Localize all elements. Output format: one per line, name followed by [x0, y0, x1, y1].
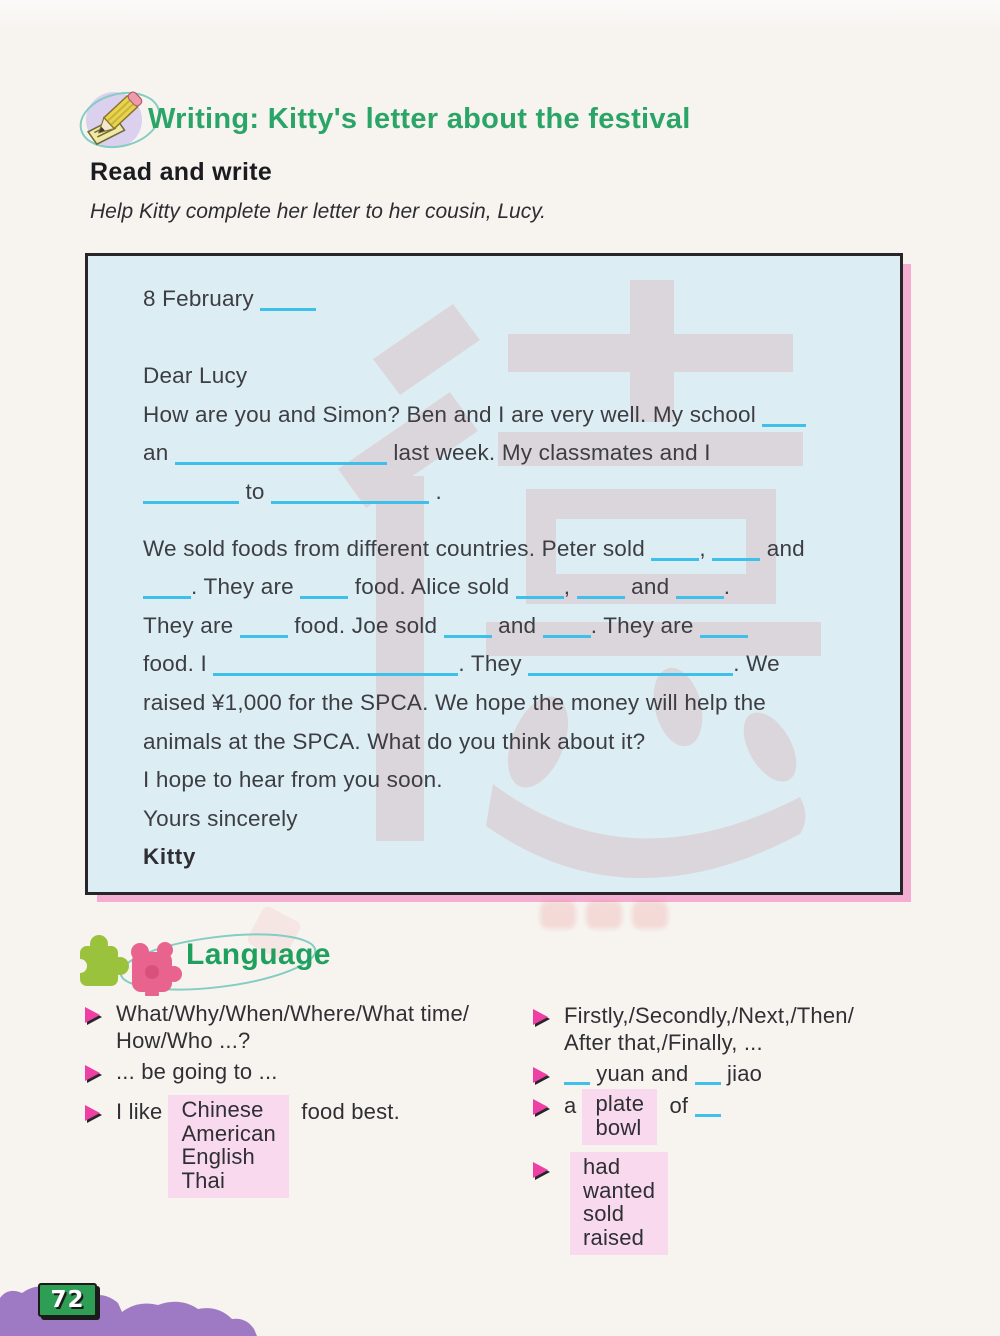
text-segment: to — [239, 478, 272, 504]
letter-line — [143, 530, 870, 569]
text-segment: Yours sincerely — [143, 805, 298, 831]
language-item-text — [116, 1058, 278, 1085]
letter-line — [143, 761, 870, 800]
text-segment: a — [564, 1093, 577, 1118]
blank-line — [676, 580, 724, 599]
letter-line — [143, 473, 870, 512]
word-choice: American — [181, 1120, 276, 1146]
blank-line — [543, 619, 591, 638]
word-choice-box — [582, 1089, 657, 1145]
text-segment: jiao — [720, 1061, 763, 1086]
text-segment: last week. My classmates and I — [386, 440, 711, 466]
text-segment: yuan and — [590, 1061, 695, 1086]
letter-line — [143, 357, 870, 396]
word-choice: Thai — [181, 1167, 226, 1193]
text-segment: What/Why/When/Where/What time/ — [116, 1001, 470, 1026]
language-item — [533, 1060, 762, 1087]
blank-line — [762, 408, 806, 427]
blank-line — [175, 446, 387, 465]
bullet-arrow-icon — [533, 1099, 548, 1115]
text-segment: 8 February — [143, 286, 261, 311]
blank-line — [516, 580, 564, 599]
language-item — [533, 1002, 854, 1056]
text-segment: and — [624, 574, 676, 600]
blank-line — [260, 292, 316, 311]
text-segment: Dear Lucy — [143, 363, 248, 389]
text-segment: How/Who ...? — [116, 1028, 251, 1053]
bullet-arrow-icon — [533, 1009, 548, 1025]
text-segment: Firstly,/Secondly,/Next,/Then/ — [564, 1003, 855, 1028]
text-segment: . — [429, 478, 442, 504]
watermark-glyph — [586, 901, 622, 929]
letter-line — [143, 684, 870, 723]
word-choice: sold — [583, 1201, 625, 1226]
language-item — [533, 1155, 674, 1255]
blank-line — [300, 580, 348, 599]
language-item-text — [116, 1000, 469, 1054]
watermark-subtext — [540, 901, 668, 929]
text-segment: an — [143, 440, 175, 466]
page-title: Writing: Kitty's letter about the festival — [148, 103, 691, 135]
text-segment: . They are — [191, 574, 301, 600]
text-segment: raised ¥1,000 for the SPCA. We hope the money will help the — [143, 689, 766, 715]
page-number: 72 — [50, 1287, 85, 1313]
letter-line — [143, 838, 870, 877]
language-item-text — [564, 1060, 762, 1087]
word-choice-box — [570, 1152, 668, 1255]
text-segment: . — [723, 574, 731, 600]
language-item-text — [116, 1098, 400, 1198]
blank-line — [143, 580, 191, 599]
blank-line — [240, 619, 288, 638]
bullet-arrow-icon — [533, 1162, 548, 1178]
letter-body — [143, 280, 870, 877]
bullet-arrow-icon — [85, 1007, 100, 1023]
language-item-text — [564, 1155, 674, 1255]
blank-line — [700, 619, 748, 638]
section-heading: Read and write — [90, 158, 273, 186]
letter-line — [143, 319, 870, 358]
text-segment: . They — [458, 651, 529, 677]
text-segment: , — [563, 574, 577, 600]
letter-line — [143, 607, 870, 646]
letter-line — [143, 434, 870, 473]
letter-line — [143, 396, 870, 435]
letter-box — [85, 253, 903, 895]
text-segment: food best. — [294, 1099, 400, 1124]
language-item-text — [564, 1002, 854, 1056]
language-item — [85, 1098, 400, 1198]
text-segment: They are — [143, 612, 240, 638]
blank-line — [695, 1067, 721, 1085]
blank-line — [577, 580, 625, 599]
text-segment: , — [699, 535, 713, 561]
language-title: Language — [186, 938, 331, 971]
word-choice: had — [583, 1154, 621, 1179]
blank-line — [712, 541, 760, 560]
language-item — [85, 1058, 278, 1085]
letter-line — [143, 280, 870, 319]
text-segment: food. I — [143, 651, 214, 677]
word-choice: English — [181, 1144, 255, 1169]
text-segment: food. Alice sold — [348, 574, 516, 600]
blank-line — [143, 485, 239, 504]
language-item — [533, 1092, 721, 1145]
word-choice: raised — [583, 1224, 645, 1250]
text-segment: I like — [116, 1099, 163, 1124]
word-choice-box — [168, 1095, 289, 1198]
blank-line — [444, 619, 492, 638]
text-segment: food. Joe sold — [287, 612, 444, 638]
blank-line — [271, 485, 429, 504]
blank-line — [564, 1067, 590, 1085]
word-choice: Chinese — [181, 1097, 264, 1122]
text-segment: Kitty — [143, 844, 196, 870]
blank-line — [528, 657, 733, 676]
letter-line — [143, 645, 870, 684]
letter-line — [143, 568, 870, 607]
text-segment: After that,/Finally, ... — [564, 1030, 763, 1055]
text-segment: and — [760, 535, 805, 561]
watermark-glyph — [632, 901, 668, 929]
text-segment: . We — [733, 651, 780, 677]
bullet-arrow-icon — [85, 1065, 100, 1081]
text-segment: ... be going to ... — [116, 1059, 278, 1084]
text-segment: . They are — [590, 612, 701, 638]
text-segment: animals at the SPCA. What do you think about it? — [143, 728, 646, 754]
letter-line — [143, 800, 870, 839]
bullet-arrow-icon — [85, 1105, 100, 1121]
language-item-text — [564, 1092, 721, 1145]
text-segment: of — [663, 1093, 695, 1118]
watermark-glyph — [540, 901, 576, 929]
text-segment: How are you and Simon? Ben and I are very well. My school — [143, 401, 763, 427]
language-item — [85, 1000, 469, 1054]
text-segment: We sold foods from different countries. Peter sold — [143, 535, 652, 561]
word-choice: bowl — [595, 1114, 642, 1140]
blank-line — [651, 541, 699, 560]
letter-line — [143, 723, 870, 762]
word-choice: wanted — [583, 1177, 656, 1203]
blank-line — [213, 657, 458, 676]
instruction-text: Help Kitty complete her letter to her cousin, Lucy. — [90, 200, 546, 223]
page-number-badge — [38, 1283, 97, 1317]
word-choice: plate — [595, 1091, 645, 1116]
text-segment: I hope to hear from you soon. — [143, 767, 443, 793]
blank-line — [695, 1099, 721, 1117]
bullet-arrow-icon — [533, 1067, 548, 1083]
text-segment: and — [491, 612, 543, 638]
